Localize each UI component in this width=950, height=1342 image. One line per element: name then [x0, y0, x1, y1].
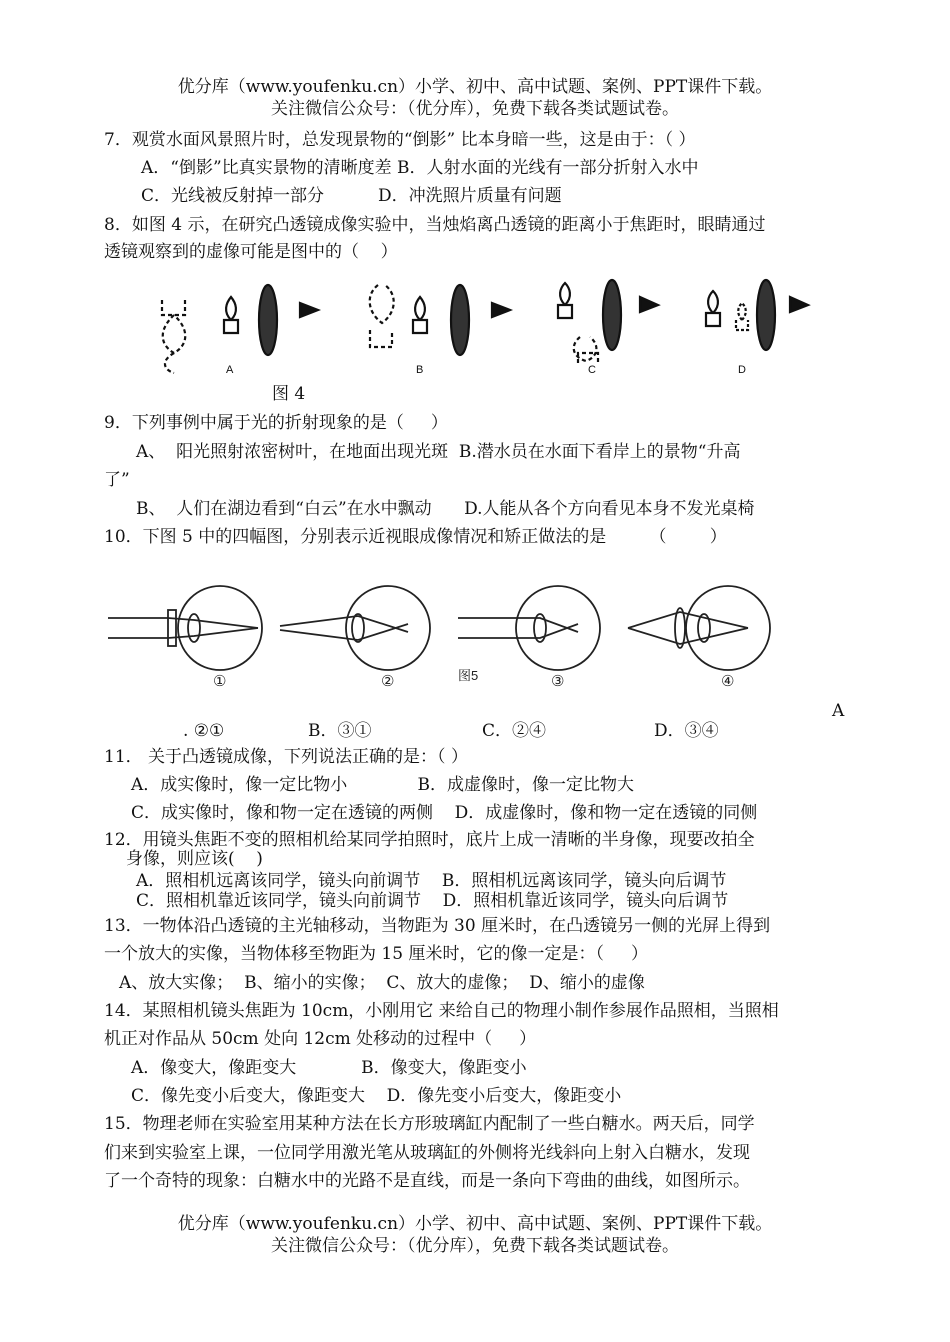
q12-stem-2: 身像，则应该( ): [126, 849, 263, 869]
fig5-caption: 图5: [458, 668, 479, 683]
fig4-label-a: A: [226, 364, 234, 376]
q10-stem: 10．下图 5 中的四幅图，分别表示近视眼成像情况和矫正做法的是 （ ）: [104, 527, 727, 547]
q10-option-c: C．②④: [482, 721, 547, 741]
fig4-label-c: C: [588, 364, 596, 376]
figure-4: [140, 275, 840, 380]
q7-options-ab: A．“倒影”比真实景物的清晰度差 B．人射水面的光线有一部分折射入水中: [141, 158, 699, 178]
fig5-label-1: ①: [213, 673, 227, 690]
q9-stem: 9．下列事例中属于光的折射现象的是（ ）: [104, 413, 448, 433]
fig4-b-group: [370, 285, 510, 376]
fig4-caption: 图 4: [272, 384, 306, 404]
q7-stem: 7．观赏水面风景照片时，总发现景物的“倒影” 比本身暗一些，这是由于：（ ）: [104, 130, 696, 150]
fig5-label-4: ④: [721, 673, 735, 690]
q8-stem-1: 8．如图 4 示，在研究凸透镜成像实验中，当烛焰离凸透镜的距离小于焦距时，眼睛通过: [104, 215, 766, 235]
q15-line-2: 们来到实验室上课，一位同学用激光笔从玻璃缸的外侧将光线斜向上射入白糖水，发现: [104, 1143, 750, 1163]
fig4-label-d: D: [738, 364, 746, 376]
fig5-eye-1: [108, 586, 262, 690]
q10-option-a-letter: A: [832, 701, 845, 721]
fig5-eye-3: [458, 586, 600, 690]
fig5-eye-2: [280, 586, 430, 690]
q10-option-d: D．③④: [654, 721, 719, 741]
q8-stem-2: 透镜观察到的虚像可能是图中的（ ）: [104, 242, 398, 262]
figure-5: [108, 580, 778, 695]
q14-options-ab: A．像变大，像距变大 B．像变大，像距变小: [131, 1058, 527, 1078]
fig4-a-group: [162, 285, 318, 376]
q13-stem-1: 13．一物体沿凸透镜的主光轴移动，当物距为 30 厘米时，在凸透镜另一侧的光屏上得到: [104, 916, 771, 936]
q15-line-1: 15．物理老师在实验室用某种方法在长方形玻璃缸内配制了一些白糖水。两天后，同学: [104, 1114, 755, 1134]
q14-options-cd: C．像先变小后变大，像距变大 D．像先变小后变大，像距变小: [131, 1086, 622, 1106]
fig5-eye-4: [628, 586, 770, 690]
q11-stem: 11． 关于凸透镜成像，下列说法正确的是：（ ）: [104, 747, 468, 767]
q15-line-3: 了一个奇特的现象：白糖水中的光路不是直线，而是一条向下弯曲的曲线，如图所示。: [104, 1171, 750, 1191]
q13-stem-2: 一个放大的实像，当物体移至物距为 15 厘米时，它的像一定是：（ ）: [104, 944, 648, 964]
q13-options: A、放大实像； B、缩小的实像； C、放大的虚像； D、缩小的虚像: [119, 973, 645, 993]
q12-options-cd: C．照相机靠近该同学，镜头向前调节 D．照相机靠近该同学，镜头向后调节: [136, 891, 729, 911]
q9-option-line-2: 了”: [104, 470, 130, 490]
q10-option-a: . ②①: [183, 721, 225, 741]
q10-option-b: B．③①: [308, 721, 372, 741]
q14-stem-2: 机正对作品从 50cm 处向 12cm 处移动的过程中（ ）: [104, 1029, 537, 1049]
q11-options-ab: A．成实像时，像一定比物小 B．成虚像时，像一定比物大: [131, 775, 635, 795]
q9-option-line-3: B、 人们在湖边看到“白云”在水中飘动 D.人能从各个方向看见本身不发光桌椅: [136, 499, 755, 519]
q7-options-cd: C．光线被反射掉一部分 D．冲洗照片质量有问题: [141, 186, 562, 206]
q11-options-cd: C．成实像时，像和物一定在透镜的两侧 D．成虚像时，像和物一定在透镜的同侧: [131, 803, 758, 823]
footer-line-1: 优分库（www.youfenku.cn）小学、初中、高中试题、案例、PPT课件下载。: [177, 1214, 773, 1234]
fig5-label-2: ②: [381, 673, 395, 690]
fig5-label-3: ③: [551, 673, 565, 690]
fig4-c-group: [558, 280, 658, 376]
q12-options-ab: A．照相机远离该同学，镜头向前调节 B．照相机远离该同学，镜头向后调节: [136, 871, 727, 891]
q14-stem-1: 14．某照相机镜头焦距为 10cm，小刚用它 来给自己的物理小制作参展作品照相，当照相: [104, 1001, 779, 1021]
fig4-label-b: B: [416, 364, 424, 376]
footer-line-2: 关注微信公众号：（优分库），免费下载各类试题试卷。: [271, 1236, 679, 1256]
header-line-1: 优分库（www.youfenku.cn）小学、初中、高中试题、案例、PPT课件下载。: [177, 77, 773, 97]
fig4-d-group: [706, 280, 808, 376]
q12-stem-1: 12．用镜头焦距不变的照相机给某同学拍照时，底片上成一清晰的半身像，现要改拍全: [104, 830, 755, 850]
q9-option-line-1: A、 阳光照射浓密树叶，在地面出现光斑 B.潜水员在水面下看岸上的景物“升高: [136, 442, 741, 462]
header-line-2: 关注微信公众号：（优分库），免费下载各类试题试卷。: [271, 99, 679, 119]
